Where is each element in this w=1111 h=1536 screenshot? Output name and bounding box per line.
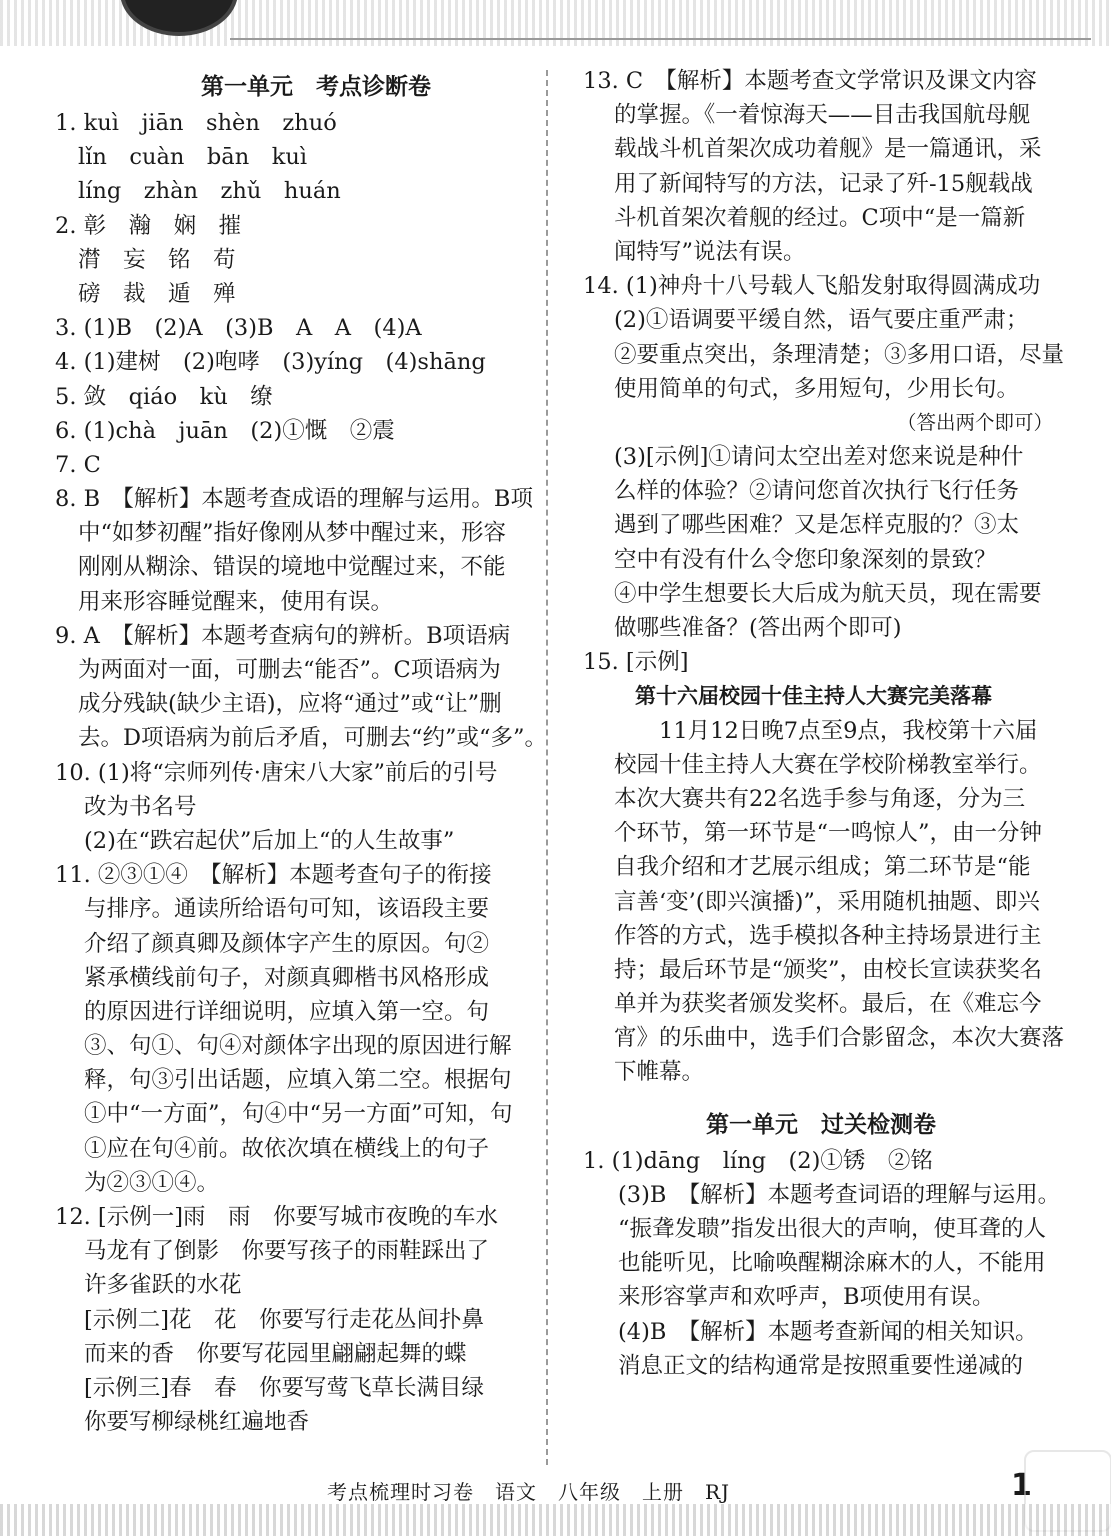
- answer-line: 宵》的乐曲中，选手们合影留念，本次大赛落: [614, 1025, 1065, 1052]
- answer-line: 斗机首架次着舰的经过。C项中“是一篇新: [614, 204, 1026, 231]
- answer-line: 的原因进行详细说明，应填入第一空。句: [84, 998, 490, 1025]
- answer-line: 1. (1)dāng líng (2)①锈 ②铭: [583, 1147, 933, 1174]
- answer-line: ②要重点突出，条理清楚；③多用口语，尽量: [614, 341, 1065, 368]
- answer-line: 1. kuì jiān shèn zhuó: [55, 110, 337, 136]
- answer-line: ③、句①、句④对颜体字出现的原因进行解: [84, 1033, 512, 1060]
- answer-line: (2)①语调要平缓自然，语气要庄重严肃；: [614, 307, 1029, 334]
- answer-line: “振聋发聩”指发出很大的声响，使耳聋的人: [618, 1216, 1047, 1242]
- answer-line: 4. (1)建树 (2)咆哮 (3)yíng (4)shāng: [55, 349, 486, 376]
- answer-line: [示例三]春 春 你要写莺飞草长满目绿: [84, 1374, 485, 1401]
- answer-line: (3)[示例]①请问太空出差对您来说是种什: [614, 444, 1024, 471]
- answer-line: 个环节，第一环节是“一鸣惊人”，由一分钟: [614, 820, 1043, 847]
- answer-line: 也能听见，比喻唤醒糊涂麻木的人，不能用: [618, 1250, 1046, 1277]
- answer-line: 而来的香 你要写花园里翩翩起舞的蝶: [84, 1340, 467, 1367]
- answer-line: 么样的体验？②请问您首次执行飞行任务: [614, 478, 1020, 505]
- answer-line: 本次大赛共有22名选手参与角逐，分为三: [614, 785, 1026, 812]
- answer-line: 遇到了哪些困难？又是怎样克服的？③太: [614, 512, 1020, 539]
- answer-line: 11. ②③①④ 【解析】本题考查句子的衔接: [55, 862, 492, 889]
- answer-line: (4)B 【解析】本题考查新闻的相关知识。: [618, 1318, 1038, 1345]
- right-column: [583, 64, 1065, 1383]
- answer-line: 6. (1)chà juān (2)①慨 ②震: [55, 417, 395, 444]
- answer-line: ①中“一方面”，句④中“另一方面”可知，句: [84, 1101, 513, 1128]
- bottom-decorative-border: [0, 1504, 1111, 1536]
- answer-line: 持；最后环节是“颁奖”，由校长宣读获奖名: [614, 956, 1043, 983]
- answer-line: 作答的方式，选手模拟各种主持场景进行主: [614, 922, 1042, 949]
- answer-line: 12. [示例一]雨 雨 你要写城市夜晚的车水: [55, 1204, 498, 1230]
- section-title: 第十六届校园十佳主持人大赛完美落幕: [635, 684, 992, 709]
- answer-line: 14. (1)神舟十八号载人飞船发射取得圆满成功: [583, 273, 1041, 300]
- answer-line: 2. 彰 瀚 娴 摧: [55, 212, 242, 239]
- answer-line: 15. [示例]: [583, 649, 689, 676]
- answer-line: 改为书名号: [84, 793, 197, 820]
- answer-line: 载战斗机首架次成功着舰》是一篇通讯，采: [614, 136, 1042, 163]
- answer-line: 做哪些准备？(答出两个即可): [614, 615, 902, 641]
- answer-line: 马龙有了倒影 你要写孩子的雨鞋踩出了: [84, 1238, 490, 1265]
- answer-line: 11月12日晚7点至9点，我校第十六届: [614, 717, 1038, 744]
- answer-line: 闻特写”说法有误。: [614, 238, 806, 265]
- answer-line: 7. C: [55, 451, 101, 478]
- answer-line: 潸 妄 铭 苟: [78, 246, 236, 273]
- answer-line: 9. A 【解析】本题考查病句的辨析。B项语病: [55, 622, 511, 649]
- answer-line: 自我介绍和才艺展示组成；第二环节是“能: [614, 854, 1031, 881]
- answer-line: líng zhàn zhǔ huán: [78, 178, 341, 205]
- answer-line: 为②③①④。: [84, 1169, 220, 1196]
- answer-line: 许多雀跃的水花: [84, 1272, 242, 1299]
- answer-line: 紧承横线前句子，对颜真卿楷书风格形成: [84, 964, 490, 991]
- answer-line: 10. (1)将“宗师列传·唐宋八大家”前后的引号: [55, 759, 498, 786]
- answer-line: 你要写柳绿桃红遍地香: [84, 1409, 310, 1436]
- answer-line: 使用简单的句式，多用短句，少用长句。: [614, 375, 1020, 402]
- section-title: 第一单元 过关检测卷: [706, 1111, 936, 1138]
- answer-line: 介绍了颜真卿及颜体字产生的原因。句②: [84, 930, 490, 957]
- answer-line: ④中学生想要长大后成为航天员，现在需要: [614, 580, 1042, 607]
- page-number: 1: [1011, 1468, 1032, 1503]
- column-divider: [546, 70, 548, 1465]
- answer-line: 为两面对一面，可删去“能否”。C项语病为: [78, 657, 501, 683]
- answer-line: 消息正文的结构通常是按照重要性递减的: [618, 1352, 1024, 1379]
- answer-line: 3. (1)B (2)A (3)B A A (4)A: [55, 315, 422, 342]
- answer-line: 下帷幕。: [614, 1059, 705, 1086]
- answer-line: 来形容掌声和欢呼声，B项使用有误。: [618, 1284, 995, 1311]
- answer-line: 用了新闻特写的方法，记录了歼-15舰载战: [614, 170, 1033, 197]
- answer-line: （答出两个即可）: [896, 410, 1053, 434]
- answer-line: ①应在句④前。故依次填在横线上的句子: [84, 1135, 490, 1162]
- answer-line: 言善‘变’(即兴演播)”，采用随机抽题、即兴: [614, 888, 1040, 915]
- answer-line: 中“如梦初醒”指好像刚从梦中醒过来，形容: [78, 520, 507, 547]
- answer-line: 校园十佳主持人大赛在学校阶梯教室举行。: [614, 751, 1042, 778]
- section-title: 第一单元 考点诊断卷: [201, 74, 431, 100]
- answer-line: 成分残缺(缺少主语)，应将“通过”或“让”删: [78, 691, 502, 718]
- answer-line: (2)在“跌宕起伏”后加上“的人生故事”: [84, 827, 455, 854]
- answer-line: 单并为获奖者颁发奖杯。最后，在《难忘今: [614, 991, 1042, 1018]
- answer-line: 磅 裁 遁 殚: [78, 280, 236, 307]
- answer-line: 与排序。通读所给语句可知，该语段主要: [84, 896, 490, 923]
- answer-line: [示例二]花 花 你要写行走花丛间扑鼻: [84, 1306, 485, 1333]
- answer-line: 去。D项语病为前后矛盾，可删去“约”或“多”。: [78, 725, 548, 752]
- answer-line: lǐn cuàn bān kuì: [78, 144, 308, 171]
- answer-line: 8. B 【解析】本题考查成语的理解与运用。B项: [55, 486, 533, 513]
- answer-line: 13. C 【解析】本题考查文学常识及课文内容: [583, 68, 1037, 94]
- top-rule: [230, 38, 1091, 40]
- answer-line: 用来形容睡觉醒来，使用有误。: [78, 588, 394, 615]
- answer-line: 刚刚从糊涂、错误的境地中觉醒过来，不能: [78, 554, 506, 581]
- footer-text: 考点梳理时习卷 语文 八年级 上册 RJ: [327, 1480, 731, 1504]
- answer-line: 5. 敛 qiáo kù 缭: [55, 383, 273, 410]
- left-column: [55, 64, 548, 1439]
- answer-line: (3)B 【解析】本题考查词语的理解与运用。: [618, 1181, 1061, 1208]
- answer-line: 的掌握。《一着惊海天——目击我国航母舰: [614, 102, 1031, 129]
- answer-line: 释，句③引出话题，应填入第二空。根据句: [84, 1067, 512, 1094]
- answer-line: [583, 1090, 1053, 1102]
- answer-line: 空中有没有什么令您印象深刻的景致？: [614, 546, 997, 573]
